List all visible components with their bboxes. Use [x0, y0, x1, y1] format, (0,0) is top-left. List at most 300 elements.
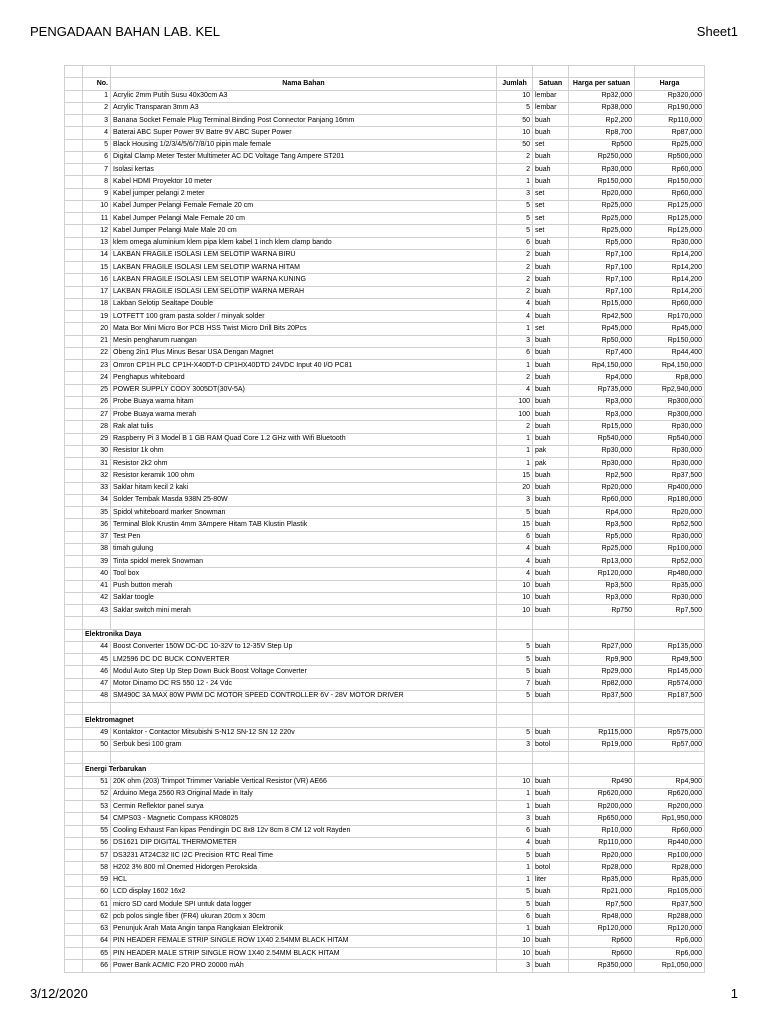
cell-jumlah: 100: [497, 409, 533, 421]
row-gutter: [65, 911, 83, 923]
table-row: [65, 347, 705, 359]
cell-harga-satuan: Rp490: [569, 776, 635, 788]
cell-no: 48: [83, 690, 111, 702]
cell-no: 24: [83, 372, 111, 384]
footer-date: 3/12/2020: [30, 986, 88, 1001]
row-gutter: [65, 641, 83, 653]
cell-satuan: buah: [533, 274, 569, 286]
cell-nama: Saklar toogle: [111, 592, 497, 604]
cell-nama: Baterai ABC Super Power 9V Batre 9V ABC Super Power: [111, 127, 497, 139]
cell-nama: Arduino Mega 2560 R3 Original Made in Italy: [111, 788, 497, 800]
cell-no: 4: [83, 127, 111, 139]
cell-jumlah: 1: [497, 445, 533, 457]
row-gutter: [65, 151, 83, 163]
cell-harga: Rp25,000: [635, 139, 705, 151]
table-row: [65, 396, 705, 408]
cell-nama: Power Bank ACMIC F20 PRO 20000 mAh: [111, 960, 497, 972]
cell-jumlah: 6: [497, 347, 533, 359]
row-gutter: [65, 519, 83, 531]
cell-nama: Motor Dinamo DC RS 550 12 - 24 Vdc: [111, 678, 497, 690]
cell-harga-satuan: Rp25,000: [569, 225, 635, 237]
cell-satuan: buah: [533, 923, 569, 935]
row-gutter: [65, 592, 83, 604]
cell-nama: Boost Converter 150W DC-DC 10-32V to 12-35V Step Up: [111, 641, 497, 653]
cell-no: 35: [83, 507, 111, 519]
section-label: Energi Terbarukan: [83, 764, 497, 776]
cell-satuan: buah: [533, 813, 569, 825]
section-row: [65, 764, 705, 776]
cell-harga: Rp60,000: [635, 298, 705, 310]
cell-jumlah: 6: [497, 911, 533, 923]
table-row: [65, 360, 705, 372]
cell-harga: Rp1,950,000: [635, 813, 705, 825]
empty-cell: [497, 703, 533, 715]
row-gutter: [65, 960, 83, 972]
table-row: [65, 519, 705, 531]
cell-jumlah: 1: [497, 801, 533, 813]
cell-harga-satuan: Rp10,000: [569, 825, 635, 837]
cell-harga-satuan: Rp3,000: [569, 409, 635, 421]
cell-no: 62: [83, 911, 111, 923]
cell-no: 12: [83, 225, 111, 237]
cell-harga: Rp6,000: [635, 948, 705, 960]
cell-jumlah: 2: [497, 421, 533, 433]
cell-no: 25: [83, 384, 111, 396]
cell-harga: Rp1,050,000: [635, 960, 705, 972]
cell-nama: LOTFETT 100 gram pasta solder / minyak solder: [111, 311, 497, 323]
cell-nama: Saklar switch mini merah: [111, 605, 497, 617]
cell-no: 15: [83, 262, 111, 274]
cell-jumlah: 5: [497, 200, 533, 212]
cell-jumlah: 3: [497, 335, 533, 347]
blank-row: [65, 66, 705, 78]
table-row: [65, 678, 705, 690]
cell-nama: LCD display 1602 16x2: [111, 886, 497, 898]
cell-harga: Rp105,000: [635, 886, 705, 898]
row-gutter: [65, 629, 83, 641]
cell-harga-satuan: Rp9,900: [569, 654, 635, 666]
cell-no: 54: [83, 813, 111, 825]
cell-harga: Rp30,000: [635, 421, 705, 433]
cell-nama: 20K ohm (203) Trimpot Trimmer Variable Vertical Resistor (VR) AE66: [111, 776, 497, 788]
table-row: [65, 543, 705, 555]
cell-jumlah: 100: [497, 396, 533, 408]
cell-nama: Solder Tembak Masda 938N 25-80W: [111, 494, 497, 506]
cell-no: 6: [83, 151, 111, 163]
cell-satuan: buah: [533, 262, 569, 274]
cell-harga-satuan: Rp25,000: [569, 213, 635, 225]
cell-jumlah: 4: [497, 384, 533, 396]
cell-harga-satuan: Rp4,150,000: [569, 360, 635, 372]
cell-harga: Rp45,000: [635, 323, 705, 335]
cell-harga-satuan: Rp20,000: [569, 482, 635, 494]
cell-harga-satuan: Rp120,000: [569, 923, 635, 935]
row-gutter: [65, 286, 83, 298]
section-label: Elektronika Daya: [83, 629, 497, 641]
cell-no: 22: [83, 347, 111, 359]
row-gutter: [65, 801, 83, 813]
row-gutter: [65, 396, 83, 408]
cell-harga: Rp87,000: [635, 127, 705, 139]
cell-jumlah: 4: [497, 311, 533, 323]
table-body: [65, 66, 705, 973]
cell-satuan: lembar: [533, 102, 569, 114]
cell-nama: LAKBAN FRAGILE ISOLASI LEM SELOTIP WARNA MERAH: [111, 286, 497, 298]
cell-nama: Omron CP1H PLC CP1H-X40DT-D CP1HX40DTD 24VDC Input 40 I/O PC81: [111, 360, 497, 372]
column-header-jumlah: Jumlah: [497, 78, 533, 90]
cell-harga: Rp2,940,000: [635, 384, 705, 396]
row-gutter: [65, 788, 83, 800]
cell-harga-satuan: Rp7,100: [569, 249, 635, 261]
table-row: [65, 654, 705, 666]
empty-cell: [533, 703, 569, 715]
cell-harga-satuan: Rp82,000: [569, 678, 635, 690]
cell-satuan: buah: [533, 311, 569, 323]
cell-satuan: set: [533, 323, 569, 335]
cell-jumlah: 5: [497, 666, 533, 678]
cell-harga: Rp135,000: [635, 641, 705, 653]
row-gutter: [65, 274, 83, 286]
table-row: [65, 850, 705, 862]
cell-nama: micro SD card Module SPI untuk data logger: [111, 899, 497, 911]
table-row: [65, 433, 705, 445]
row-gutter: [65, 262, 83, 274]
cell-harga: Rp60,000: [635, 825, 705, 837]
cell-no: 19: [83, 311, 111, 323]
cell-nama: pcb polos single fiber (FR4) ukuran 20cm x 30cm: [111, 911, 497, 923]
cell-nama: POWER SUPPLY CODY 3005DT(30V-5A): [111, 384, 497, 396]
cell-harga: Rp480,000: [635, 568, 705, 580]
cell-satuan: set: [533, 200, 569, 212]
cell-no: 64: [83, 935, 111, 947]
table-row: [65, 874, 705, 886]
empty-cell: [569, 66, 635, 78]
empty-cell: [569, 617, 635, 629]
cell-jumlah: 4: [497, 298, 533, 310]
cell-satuan: buah: [533, 654, 569, 666]
cell-harga-satuan: Rp3,500: [569, 519, 635, 531]
cell-nama: Kabel jumper pelangi 2 meter: [111, 188, 497, 200]
cell-no: 55: [83, 825, 111, 837]
cell-nama: Rak alat tulis: [111, 421, 497, 433]
cell-harga: Rp145,000: [635, 666, 705, 678]
cell-jumlah: 10: [497, 90, 533, 102]
cell-no: 26: [83, 396, 111, 408]
cell-harga-satuan: Rp150,000: [569, 176, 635, 188]
cell-harga-satuan: Rp35,000: [569, 874, 635, 886]
empty-cell: [83, 66, 111, 78]
row-gutter: [65, 923, 83, 935]
empty-cell: [569, 752, 635, 764]
row-gutter: [65, 127, 83, 139]
cell-jumlah: 5: [497, 213, 533, 225]
row-gutter: [65, 886, 83, 898]
cell-jumlah: 4: [497, 568, 533, 580]
cell-harga: Rp574,000: [635, 678, 705, 690]
row-gutter: [65, 470, 83, 482]
cell-nama: Kabel Jumper Pelangi Male Female 20 cm: [111, 213, 497, 225]
table-row: [65, 482, 705, 494]
cell-satuan: buah: [533, 886, 569, 898]
cell-jumlah: 3: [497, 960, 533, 972]
cell-satuan: buah: [533, 788, 569, 800]
cell-harga: Rp288,000: [635, 911, 705, 923]
table-row: [65, 102, 705, 114]
cell-harga-satuan: Rp15,000: [569, 298, 635, 310]
cell-nama: DS1621 DIP DIGITAL THERMOMETER: [111, 837, 497, 849]
table-row: [65, 458, 705, 470]
cell-nama: LAKBAN FRAGILE ISOLASI LEM SELOTIP WARNA HITAM: [111, 262, 497, 274]
cell-nama: Obeng 2in1 Plus Minus Besar USA Dengan Magnet: [111, 347, 497, 359]
table-row: [65, 470, 705, 482]
cell-harga: Rp28,000: [635, 862, 705, 874]
row-gutter: [65, 948, 83, 960]
table-row: [65, 911, 705, 923]
cell-no: 29: [83, 433, 111, 445]
cell-harga: Rp37,500: [635, 899, 705, 911]
empty-cell: [533, 629, 569, 641]
table-row: [65, 213, 705, 225]
cell-harga-satuan: Rp540,000: [569, 433, 635, 445]
cell-satuan: buah: [533, 960, 569, 972]
column-header-nama: Nama Bahan: [111, 78, 497, 90]
cell-harga-satuan: Rp750: [569, 605, 635, 617]
empty-cell: [497, 629, 533, 641]
cell-harga-satuan: Rp42,500: [569, 311, 635, 323]
empty-cell: [635, 703, 705, 715]
cell-nama: Saklar hitam kecil 2 kaki: [111, 482, 497, 494]
cell-satuan: buah: [533, 825, 569, 837]
cell-no: 21: [83, 335, 111, 347]
cell-harga-satuan: Rp7,100: [569, 286, 635, 298]
row-gutter: [65, 421, 83, 433]
cell-no: 13: [83, 237, 111, 249]
empty-cell: [635, 629, 705, 641]
cell-satuan: buah: [533, 580, 569, 592]
cell-jumlah: 10: [497, 127, 533, 139]
cell-satuan: buah: [533, 641, 569, 653]
row-gutter: [65, 102, 83, 114]
cell-no: 8: [83, 176, 111, 188]
cell-nama: Kabel HDMI Proyektor 10 meter: [111, 176, 497, 188]
table-row: [65, 580, 705, 592]
row-gutter: [65, 727, 83, 739]
row-gutter: [65, 335, 83, 347]
cell-nama: Modul Auto Step Up Step Down Buck Boost Voltage Converter: [111, 666, 497, 678]
empty-cell: [497, 764, 533, 776]
section-row: [65, 715, 705, 727]
table-row: [65, 935, 705, 947]
table-row: [65, 507, 705, 519]
cell-harga-satuan: Rp25,000: [569, 200, 635, 212]
cell-nama: Tinta spidol merek Snowman: [111, 556, 497, 568]
cell-jumlah: 3: [497, 739, 533, 751]
cell-no: 56: [83, 837, 111, 849]
cell-satuan: buah: [533, 935, 569, 947]
cell-harga-satuan: Rp50,000: [569, 335, 635, 347]
cell-no: 40: [83, 568, 111, 580]
cell-harga-satuan: Rp600: [569, 935, 635, 947]
row-gutter: [65, 862, 83, 874]
cell-jumlah: 5: [497, 225, 533, 237]
cell-satuan: buah: [533, 531, 569, 543]
table-row: [65, 727, 705, 739]
cell-satuan: buah: [533, 286, 569, 298]
cell-jumlah: 1: [497, 923, 533, 935]
row-gutter: [65, 433, 83, 445]
table-row: [65, 899, 705, 911]
cell-satuan: buah: [533, 384, 569, 396]
row-gutter: [65, 249, 83, 261]
cell-harga: Rp120,000: [635, 923, 705, 935]
cell-nama: Resistor 2k2 ohm: [111, 458, 497, 470]
cell-harga: Rp100,000: [635, 543, 705, 555]
cell-nama: klem omega aluminium klem pipa klem kabel 1 inch klem clamp bando: [111, 237, 497, 249]
cell-satuan: buah: [533, 948, 569, 960]
empty-cell: [65, 617, 83, 629]
cell-harga: Rp30,000: [635, 592, 705, 604]
cell-jumlah: 2: [497, 372, 533, 384]
cell-no: 34: [83, 494, 111, 506]
cell-no: 31: [83, 458, 111, 470]
cell-harga-satuan: Rp25,000: [569, 543, 635, 555]
row-gutter: [65, 347, 83, 359]
table-row: [65, 494, 705, 506]
cell-harga-satuan: Rp32,000: [569, 90, 635, 102]
cell-nama: Mata Bor Mini Micro Bor PCB HSS Twist Micro Drill Bits 20Pcs: [111, 323, 497, 335]
empty-cell: [497, 617, 533, 629]
cell-no: 2: [83, 102, 111, 114]
cell-satuan: buah: [533, 347, 569, 359]
cell-no: 14: [83, 249, 111, 261]
empty-cell: [533, 764, 569, 776]
cell-satuan: buah: [533, 115, 569, 127]
empty-cell: [65, 703, 83, 715]
cell-harga-satuan: Rp7,100: [569, 262, 635, 274]
cell-jumlah: 3: [497, 494, 533, 506]
cell-nama: SM490C 3A MAX 80W PWM DC MOTOR SPEED CONTROLLER 6V - 28V MOTOR DRIVER: [111, 690, 497, 702]
empty-cell: [65, 66, 83, 78]
cell-harga: Rp125,000: [635, 213, 705, 225]
row-gutter: [65, 90, 83, 102]
cell-satuan: buah: [533, 568, 569, 580]
cell-harga: Rp187,500: [635, 690, 705, 702]
cell-jumlah: 5: [497, 690, 533, 702]
table-row: [65, 151, 705, 163]
cell-no: 46: [83, 666, 111, 678]
cell-harga: Rp14,200: [635, 262, 705, 274]
cell-harga: Rp300,000: [635, 396, 705, 408]
cell-harga: Rp540,000: [635, 433, 705, 445]
empty-cell: [83, 703, 111, 715]
row-gutter: [65, 372, 83, 384]
cell-nama: Resistor 1k ohm: [111, 445, 497, 457]
cell-jumlah: 15: [497, 519, 533, 531]
cell-harga: Rp30,000: [635, 237, 705, 249]
table-row: [65, 409, 705, 421]
cell-harga-satuan: Rp15,000: [569, 421, 635, 433]
cell-no: 39: [83, 556, 111, 568]
cell-harga-satuan: Rp45,000: [569, 323, 635, 335]
cell-jumlah: 2: [497, 164, 533, 176]
row-gutter: [65, 298, 83, 310]
cell-harga-satuan: Rp3,500: [569, 580, 635, 592]
row-gutter: [65, 445, 83, 457]
cell-jumlah: 5: [497, 850, 533, 862]
cell-no: 38: [83, 543, 111, 555]
cell-satuan: buah: [533, 433, 569, 445]
cell-harga-satuan: Rp60,000: [569, 494, 635, 506]
cell-no: 60: [83, 886, 111, 898]
cell-nama: Acrylic Transparan 3mm A3: [111, 102, 497, 114]
empty-cell: [533, 617, 569, 629]
cell-harga: Rp7,500: [635, 605, 705, 617]
cell-jumlah: 10: [497, 948, 533, 960]
row-gutter: [65, 837, 83, 849]
cell-jumlah: 4: [497, 837, 533, 849]
row-gutter: [65, 666, 83, 678]
table-row: [65, 641, 705, 653]
cell-satuan: buah: [533, 151, 569, 163]
cell-jumlah: 1: [497, 862, 533, 874]
cell-harga: Rp300,000: [635, 409, 705, 421]
empty-cell: [533, 715, 569, 727]
cell-satuan: buah: [533, 666, 569, 678]
cell-harga: Rp4,150,000: [635, 360, 705, 372]
table-row: [65, 605, 705, 617]
cell-satuan: set: [533, 225, 569, 237]
empty-cell: [83, 752, 111, 764]
row-gutter: [65, 654, 83, 666]
table-header-row: [65, 78, 705, 90]
cell-no: 5: [83, 139, 111, 151]
cell-no: 57: [83, 850, 111, 862]
row-gutter: [65, 543, 83, 555]
table-row: [65, 127, 705, 139]
cell-harga: Rp20,000: [635, 507, 705, 519]
section-row: [65, 629, 705, 641]
empty-cell: [635, 764, 705, 776]
cell-harga-satuan: Rp38,000: [569, 102, 635, 114]
cell-satuan: buah: [533, 396, 569, 408]
cell-nama: LM2596 DC DC BUCK CONVERTER: [111, 654, 497, 666]
table-row: [65, 311, 705, 323]
cell-no: 50: [83, 739, 111, 751]
empty-cell: [635, 752, 705, 764]
table-row: [65, 421, 705, 433]
cell-harga-satuan: Rp20,000: [569, 850, 635, 862]
cell-harga: Rp110,000: [635, 115, 705, 127]
cell-harga: Rp30,000: [635, 445, 705, 457]
cell-jumlah: 1: [497, 360, 533, 372]
cell-jumlah: 4: [497, 543, 533, 555]
cell-jumlah: 3: [497, 188, 533, 200]
cell-harga: Rp44,400: [635, 347, 705, 359]
cell-satuan: botol: [533, 862, 569, 874]
row-gutter: [65, 899, 83, 911]
cell-satuan: buah: [533, 360, 569, 372]
cell-harga-satuan: Rp600: [569, 948, 635, 960]
cell-satuan: buah: [533, 409, 569, 421]
row-gutter: [65, 409, 83, 421]
cell-no: 10: [83, 200, 111, 212]
blank-row: [65, 752, 705, 764]
cell-satuan: buah: [533, 482, 569, 494]
cell-satuan: pak: [533, 445, 569, 457]
cell-no: 45: [83, 654, 111, 666]
cell-harga-satuan: Rp7,100: [569, 274, 635, 286]
cell-harga: Rp49,500: [635, 654, 705, 666]
